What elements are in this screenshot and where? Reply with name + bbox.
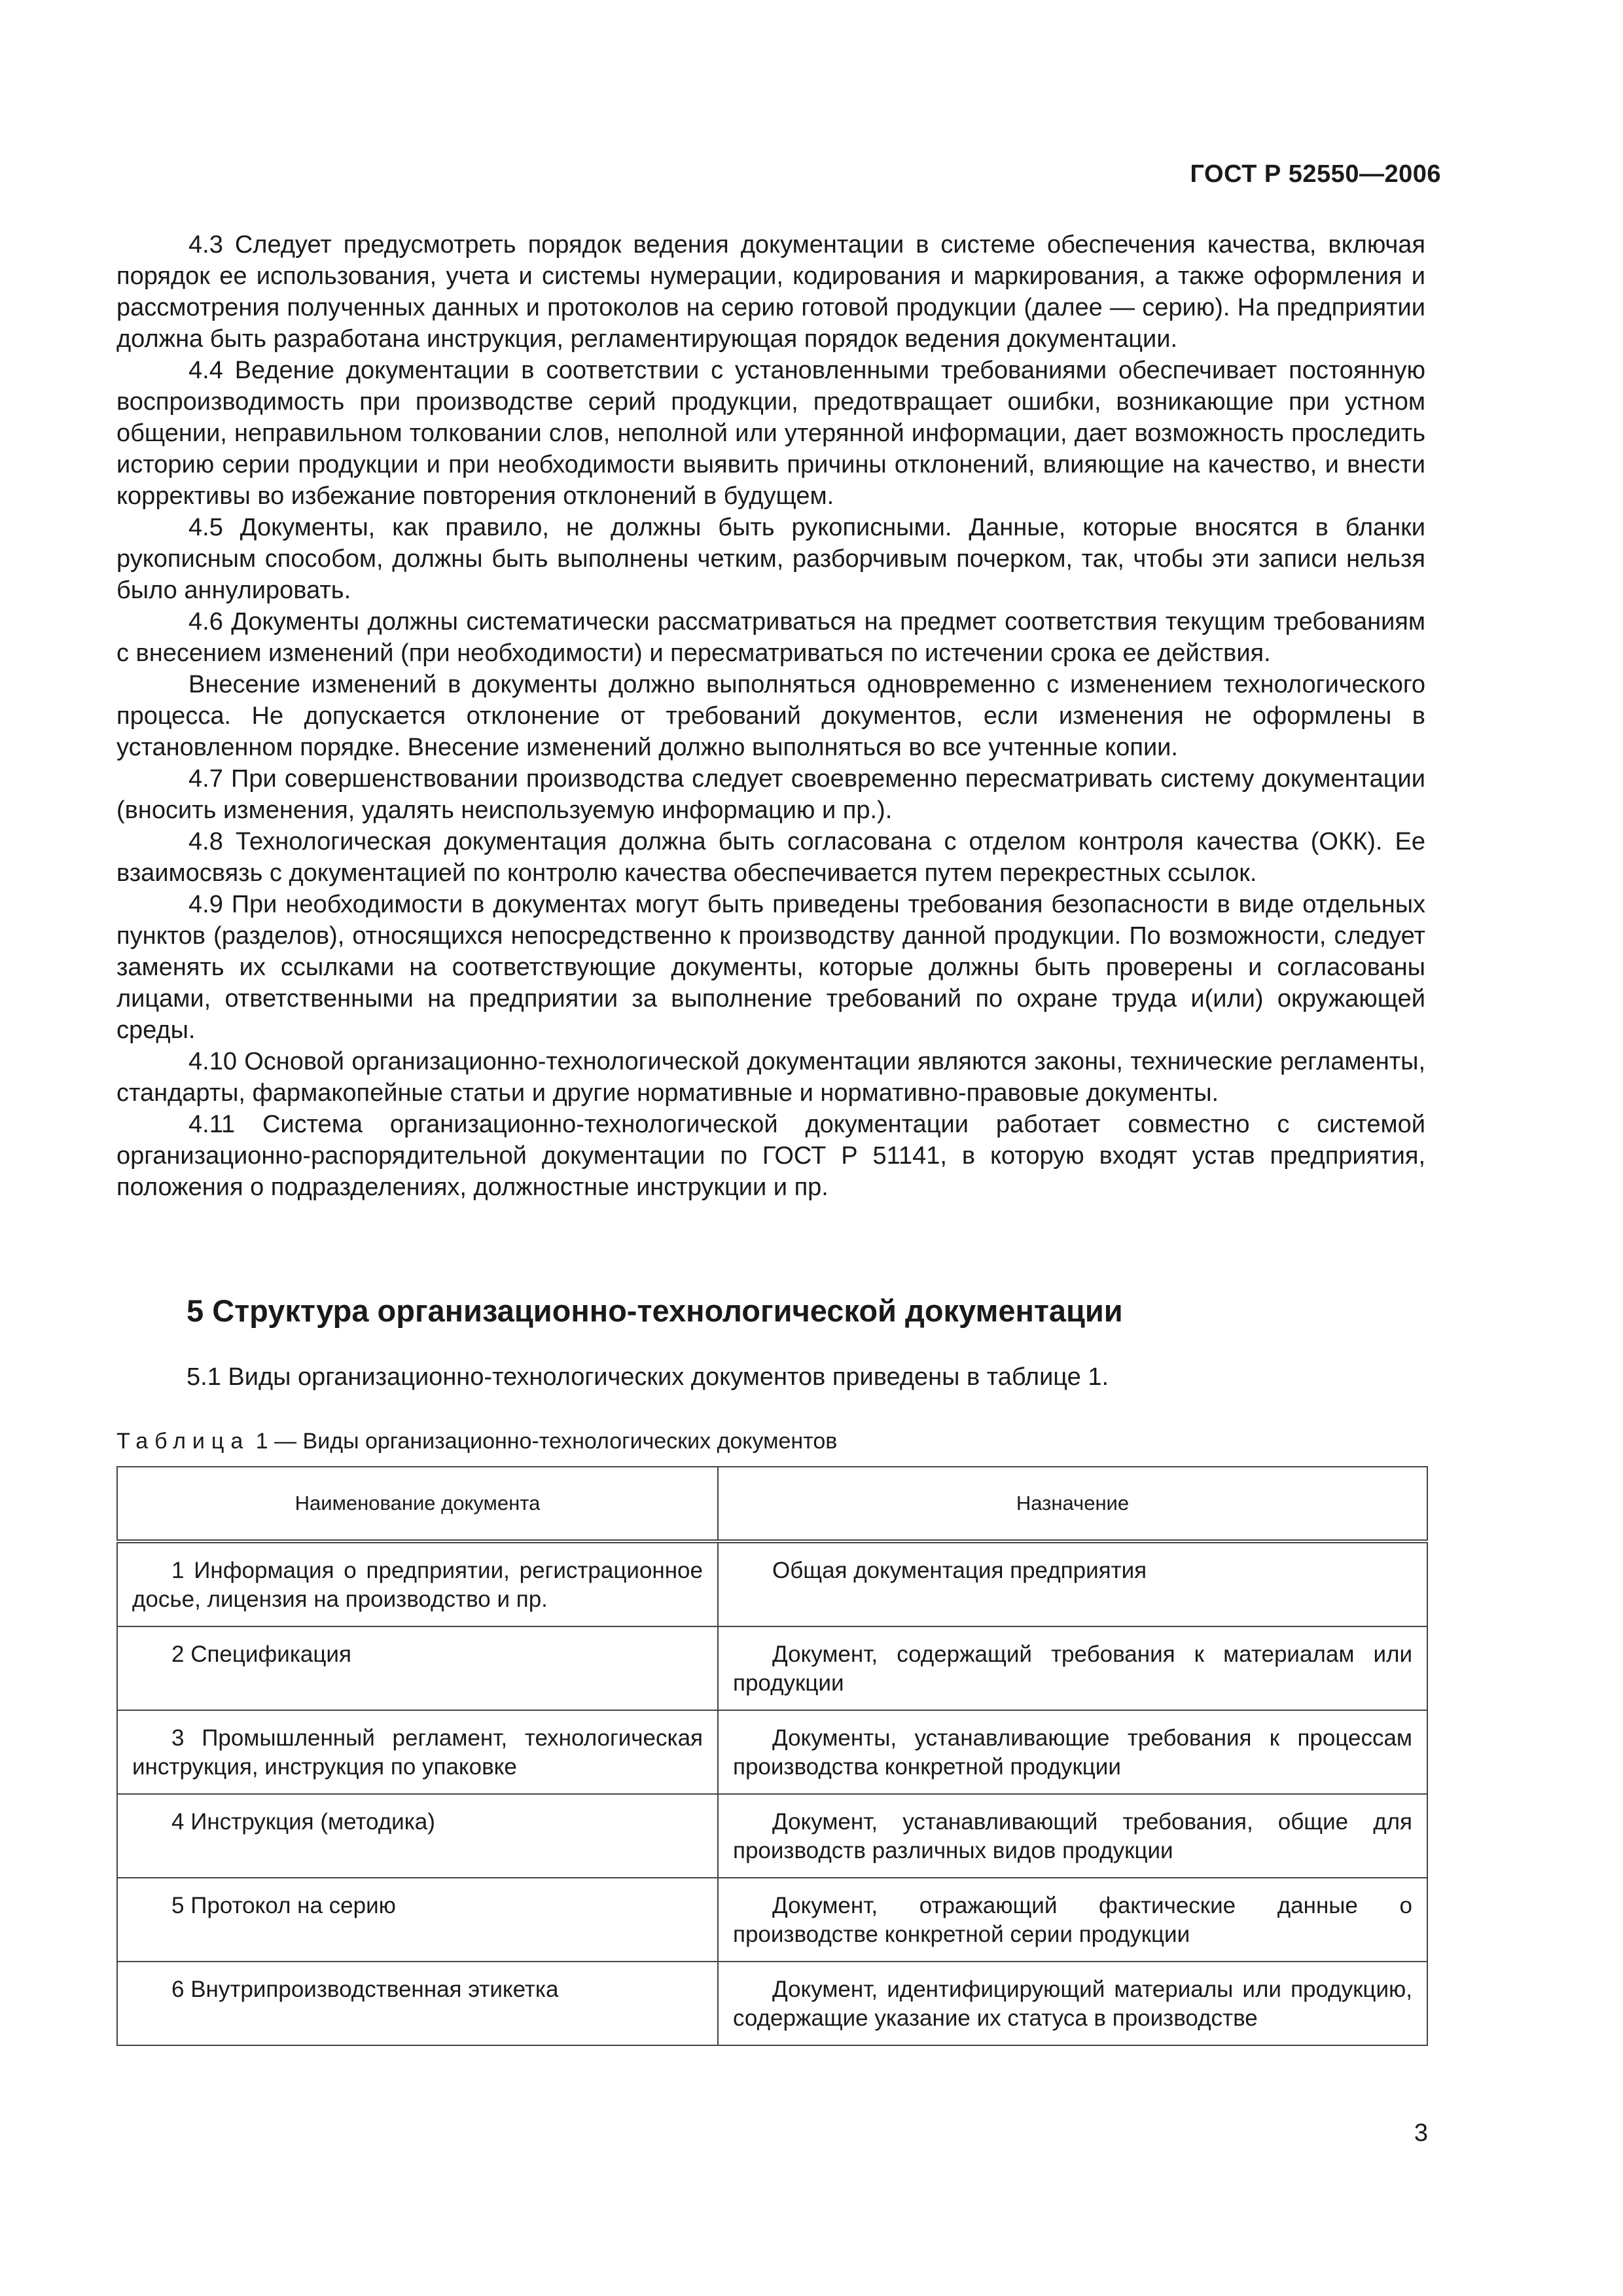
table-cell-name: 4 Инструкция (методика): [117, 1794, 718, 1878]
table-cell-purpose: Документ, устанавливающий требования, общие для производств различных видов продукции: [718, 1794, 1427, 1878]
paragraph-4-11: 4.11 Система организационно-технологической документации работает совместно с системой организационно-распорядительной документации по ГОСТ Р 51141, в которую входят устав предприятия, положения о подразделениях, должностные инструкции и пр.: [116, 1111, 1425, 1201]
document-types-table: [116, 1466, 1428, 2046]
table-caption: [116, 1427, 837, 1456]
table-cell-name: 5 Протокол на серию: [117, 1878, 718, 1962]
table-cell-purpose: Документ, содержащий требования к материалам или продукции: [718, 1626, 1427, 1710]
table-caption-text: 1 — Виды организационно-технологических документов: [249, 1429, 838, 1454]
column-header-purpose: Назначение: [718, 1467, 1427, 1541]
table-row: [117, 1710, 1427, 1794]
table-row: [117, 1794, 1427, 1878]
table-row: [117, 1878, 1427, 1962]
standard-code: ГОСТ Р 52550—2006: [1190, 160, 1441, 188]
paragraph-4-4: 4.4 Ведение документации в соответствии с установленными требованиями обеспечивает постоянную воспроизводимость при производстве серий продукции, предотвращает ошибки, возникающие при устном общении, неправильном толковании слов, неполной или утерянной информации, дает возможность проследить историю серии продукции и при необходимости выявить причины отклонений, влияющие на качество, и внести коррективы во избежание повторения отклонений в будущем.: [116, 357, 1425, 510]
column-header-name: Наименование документа: [117, 1467, 718, 1541]
table-cell-purpose: Общая документация предприятия: [718, 1541, 1427, 1626]
table-header-row: [117, 1467, 1427, 1541]
body-text: [116, 229, 1425, 1203]
paragraph-4-9: 4.9 При необходимости в документах могут быть приведены требования безопасности в виде отдельных пунктов (разделов), относящихся непосредственно к производству данной продукции. По возможности, следует заменять их ссылками на соответствующие документы, которые должны быть проверены и согласованы лицами, ответственными на предприятии за выполнение требований по охране труда и(или) окружающей среды.: [116, 891, 1425, 1044]
table-cell-purpose: Документ, отражающий фактические данные о производстве конкретной серии продукции: [718, 1878, 1427, 1962]
table-cell-name: 2 Спецификация: [117, 1626, 718, 1710]
paragraph-5-1: 5.1 Виды организационно-технологических документов приведены в таблице 1.: [187, 1363, 1109, 1391]
table-cell-purpose: Документ, идентифицирующий материалы или продукцию, содержащие указание их статуса в производстве: [718, 1962, 1427, 2045]
table-row: [117, 1626, 1427, 1710]
paragraph-4-8: 4.8 Технологическая документация должна быть согласована с отделом контроля качества (ОКК). Ее взаимосвязь с документацией по контролю качества обеспечивается путем перекрестных ссылок.: [116, 828, 1425, 887]
table-cell-purpose: Документы, устанавливающие требования к процессам производства конкретной продукции: [718, 1710, 1427, 1794]
table-caption-label: Таблица: [116, 1429, 250, 1454]
table-cell-name: 6 Внутрипроизводственная этикетка: [117, 1962, 718, 2045]
table-row: [117, 1541, 1427, 1626]
paragraph-4-7: 4.7 При совершенствовании производства следует своевременно пересматривать систему документации (вносить изменения, удалять неиспользуемую информацию и пр.).: [116, 765, 1425, 824]
page-number: 3: [1414, 2119, 1428, 2147]
paragraph-4-3: 4.3 Следует предусмотреть порядок ведения документации в системе обеспечения качества, включая порядок ее использования, учета и системы нумерации, кодирования и маркирования, а также оформления и рассмотрения полученных данных и протоколов на серию готовой продукции (далее — серию). На предприятии должна быть разработана инструкция, регламентирующая порядок ведения документации.: [116, 231, 1425, 353]
paragraph-4-6: 4.6 Документы должны систематически рассматриваться на предмет соответствия текущим требованиям с внесением изменений (при необходимости) и пересматриваться по истечении срока ее действия.: [116, 608, 1425, 667]
section-5-title: 5 Структура организационно-технологической документации: [187, 1293, 1123, 1328]
table-cell-name: 1 Информация о предприятии, регистрационное досье, лицензия на производство и пр.: [117, 1541, 718, 1626]
table-row: [117, 1962, 1427, 2045]
paragraph-4-6-amendments: Внесение изменений в документы должно выполняться одновременно с изменением технологического процесса. Не допускается отклонение от требований документов, если изменения не оформлены в установленном порядке. Внесение изменений должно выполняться во все учтенные копии.: [116, 671, 1425, 761]
table-cell-name: 3 Промышленный регламент, технологическая инструкция, инструкция по упаковке: [117, 1710, 718, 1794]
paragraph-4-10: 4.10 Основой организационно-технологической документации являются законы, технические регламенты, стандарты, фармакопейные статьи и другие нормативные и нормативно-правовые документы.: [116, 1048, 1425, 1107]
paragraph-4-5: 4.5 Документы, как правило, не должны быть рукописными. Данные, которые вносятся в бланки рукописным способом, должны быть выполнены четким, разборчивым почерком, так, чтобы эти записи нельзя было аннулировать.: [116, 514, 1425, 604]
